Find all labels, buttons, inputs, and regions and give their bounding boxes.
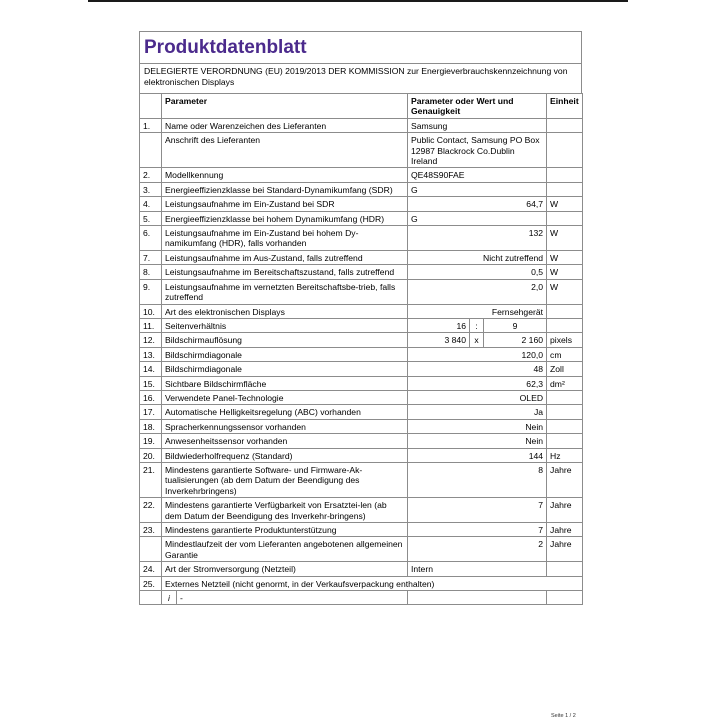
row-unit bbox=[547, 168, 583, 182]
row-unit: pixels bbox=[547, 333, 583, 347]
row-number: 2. bbox=[140, 168, 162, 182]
sub-item-index: i bbox=[162, 591, 177, 604]
row-unit: W bbox=[547, 250, 583, 264]
sub-item-value: - bbox=[180, 593, 183, 604]
table-row bbox=[140, 168, 583, 182]
row-value: 7 bbox=[408, 523, 547, 537]
row-value: Nein bbox=[408, 434, 547, 448]
row-value: QE48S90FAE bbox=[408, 168, 547, 182]
row-unit: Zoll bbox=[547, 362, 583, 376]
row-value: Fernsehgerät bbox=[408, 304, 547, 318]
row-unit: Jahre bbox=[547, 498, 583, 523]
row-unit bbox=[547, 118, 583, 132]
ratio-separator: : bbox=[470, 318, 484, 332]
row-label: Bildschirmauflösung bbox=[162, 333, 408, 347]
row-value: 144 bbox=[408, 448, 547, 462]
row-label: Automatische Helligkeitsregelung (ABC) vorhanden bbox=[162, 405, 408, 419]
row-unit: Hz bbox=[547, 448, 583, 462]
row-unit bbox=[547, 318, 583, 332]
row-value: G bbox=[408, 182, 547, 196]
row-number: 4. bbox=[140, 197, 162, 211]
row-label: Verwendete Panel-Technologie bbox=[162, 390, 408, 404]
header-value: Parameter oder Wert und Genauigkeit bbox=[408, 94, 547, 119]
table-row bbox=[140, 118, 583, 132]
row-label: Leistungsaufnahme im Ein-Zustand bei SDR bbox=[162, 197, 408, 211]
row-label: Sichtbare Bildschirmfläche bbox=[162, 376, 408, 390]
table-row bbox=[140, 211, 583, 225]
row-unit bbox=[547, 419, 583, 433]
row-unit bbox=[547, 133, 583, 168]
table-row bbox=[140, 405, 583, 419]
row-number: 7. bbox=[140, 250, 162, 264]
row-label: Bildwiederholfrequenz (Standard) bbox=[162, 448, 408, 462]
resolution-separator: x bbox=[470, 333, 484, 347]
table-row bbox=[140, 362, 583, 376]
row-number: 8. bbox=[140, 265, 162, 279]
row-label: Leistungsaufnahme im vernetzten Bereitschaftsbe-trieb, falls zutreffend bbox=[162, 279, 408, 304]
resolution-height: 2 160 bbox=[484, 333, 547, 347]
page-title: Produktdatenblatt bbox=[144, 37, 307, 58]
row-label: Anschrift des Lieferanten bbox=[162, 133, 408, 168]
row-number: 12. bbox=[140, 333, 162, 347]
row-number: 25. bbox=[140, 576, 162, 590]
table-row bbox=[140, 419, 583, 433]
row-label: Name oder Warenzeichen des Lieferanten bbox=[162, 118, 408, 132]
table-row bbox=[140, 591, 583, 605]
page-number: Seite 1 / 2 bbox=[551, 713, 576, 719]
resolution-width: 3 840 bbox=[408, 333, 470, 347]
row-unit: Jahre bbox=[547, 462, 583, 497]
row-value: G bbox=[408, 211, 547, 225]
header-num bbox=[140, 94, 162, 119]
row-unit: cm bbox=[547, 347, 583, 361]
row-number: 16. bbox=[140, 390, 162, 404]
table-row bbox=[140, 182, 583, 196]
row-label: Anwesenheitssensor vorhanden bbox=[162, 434, 408, 448]
table-row bbox=[140, 333, 583, 347]
ratio-width: 16 bbox=[408, 318, 470, 332]
row-value: Public Contact, Samsung PO Box 12987 Blackrock Co.Dublin Ireland bbox=[408, 133, 547, 168]
row-label: Seitenverhältnis bbox=[162, 318, 408, 332]
table-row bbox=[140, 347, 583, 361]
table-row bbox=[140, 376, 583, 390]
row-unit: Jahre bbox=[547, 537, 583, 562]
row-unit: W bbox=[547, 265, 583, 279]
row-number: 13. bbox=[140, 347, 162, 361]
row-label: Energieeffizienzklasse bei hohem Dynamikumfang (HDR) bbox=[162, 211, 408, 225]
row-number: 10. bbox=[140, 304, 162, 318]
table-row bbox=[140, 304, 583, 318]
row-number: 15. bbox=[140, 376, 162, 390]
row-unit: W bbox=[547, 226, 583, 251]
table-row bbox=[140, 434, 583, 448]
row-value: 2,0 bbox=[408, 279, 547, 304]
row-label: Spracherkennungssensor vorhanden bbox=[162, 419, 408, 433]
row-label: Leistungsaufnahme im Bereitschaftszustand, falls zutreffend bbox=[162, 265, 408, 279]
row-unit bbox=[547, 591, 583, 605]
row-value bbox=[408, 591, 547, 605]
row-number bbox=[140, 537, 162, 562]
row-number: 24. bbox=[140, 562, 162, 576]
product-data-sheet bbox=[139, 31, 582, 605]
row-number: 22. bbox=[140, 498, 162, 523]
row-number: 14. bbox=[140, 362, 162, 376]
row-unit bbox=[547, 434, 583, 448]
row-label: Leistungsaufnahme im Ein-Zustand bei hohem Dy-namikumfang (HDR), falls vorhanden bbox=[162, 226, 408, 251]
row-label: Mindestens garantierte Produktunterstützung bbox=[162, 523, 408, 537]
row-unit bbox=[547, 182, 583, 196]
table-row bbox=[140, 523, 583, 537]
header-unit: Einheit bbox=[547, 94, 583, 119]
row-label: Energieeffizienzklasse bei Standard-Dynamikumfang (SDR) bbox=[162, 182, 408, 196]
row-number: 18. bbox=[140, 419, 162, 433]
row-number bbox=[140, 591, 162, 605]
row-number: 21. bbox=[140, 462, 162, 497]
sub-row bbox=[162, 591, 408, 605]
row-number: 23. bbox=[140, 523, 162, 537]
row-unit: W bbox=[547, 197, 583, 211]
row-number: 19. bbox=[140, 434, 162, 448]
row-number: 11. bbox=[140, 318, 162, 332]
row-unit: W bbox=[547, 279, 583, 304]
row-unit bbox=[547, 562, 583, 576]
row-unit: Jahre bbox=[547, 523, 583, 537]
table-row bbox=[140, 133, 583, 168]
table-row bbox=[140, 250, 583, 264]
row-value: 132 bbox=[408, 226, 547, 251]
row-number: 1. bbox=[140, 118, 162, 132]
row-value: 7 bbox=[408, 498, 547, 523]
table-row bbox=[140, 318, 583, 332]
row-value: Samsung bbox=[408, 118, 547, 132]
row-value: OLED bbox=[408, 390, 547, 404]
row-number: 9. bbox=[140, 279, 162, 304]
row-unit bbox=[547, 405, 583, 419]
row-label: Modellkennung bbox=[162, 168, 408, 182]
top-border-line bbox=[88, 0, 628, 2]
table-row bbox=[140, 498, 583, 523]
table-row bbox=[140, 537, 583, 562]
table-row bbox=[140, 462, 583, 497]
row-label: Externes Netzteil (nicht genormt, in der Verkaufsverpackung enthalten) bbox=[162, 576, 583, 590]
row-unit: dm² bbox=[547, 376, 583, 390]
row-number: 5. bbox=[140, 211, 162, 225]
row-label: Bildschirmdiagonale bbox=[162, 347, 408, 361]
row-value: Nicht zutreffend bbox=[408, 250, 547, 264]
row-label: Mindestens garantierte Verfügbarkeit von Ersatztei-len (ab dem Datum der Beendigung des Inverkehr-bringens) bbox=[162, 498, 408, 523]
row-label: Leistungsaufnahme im Aus-Zustand, falls zutreffend bbox=[162, 250, 408, 264]
row-number: 3. bbox=[140, 182, 162, 196]
ratio-height: 9 bbox=[484, 318, 547, 332]
row-label: Art des elektronischen Displays bbox=[162, 304, 408, 318]
table-row bbox=[140, 576, 583, 590]
row-value: 8 bbox=[408, 462, 547, 497]
row-label: Bildschirmdiagonale bbox=[162, 362, 408, 376]
row-label: Art der Stromversorgung (Netzteil) bbox=[162, 562, 408, 576]
row-unit bbox=[547, 211, 583, 225]
row-value: 2 bbox=[408, 537, 547, 562]
header-parameter: Parameter bbox=[162, 94, 408, 119]
sheet-header bbox=[139, 31, 582, 93]
row-value: Ja bbox=[408, 405, 547, 419]
row-number: 6. bbox=[140, 226, 162, 251]
row-unit bbox=[547, 304, 583, 318]
row-number: 17. bbox=[140, 405, 162, 419]
row-label: Mindestens garantierte Software- und Firmware-Ak-tualisierungen (ab dem Datum der Beendigung des Inverkehrbringens) bbox=[162, 462, 408, 497]
row-value: 62,3 bbox=[408, 376, 547, 390]
table-row bbox=[140, 562, 583, 576]
table-header-row bbox=[140, 94, 583, 119]
table-row bbox=[140, 226, 583, 251]
table-row bbox=[140, 448, 583, 462]
row-value: Intern bbox=[408, 562, 547, 576]
row-value: Nein bbox=[408, 419, 547, 433]
table-row bbox=[140, 390, 583, 404]
row-value: 64,7 bbox=[408, 197, 547, 211]
table-row bbox=[140, 265, 583, 279]
row-unit bbox=[547, 390, 583, 404]
regulation-intro: DELEGIERTE VERORDNUNG (EU) 2019/2013 DER KOMMISSION zur Energieverbrauchskennzeichnung von elektronischen Displays bbox=[140, 63, 581, 91]
row-value: 120,0 bbox=[408, 347, 547, 361]
row-value: 0,5 bbox=[408, 265, 547, 279]
row-label: Mindestlaufzeit der vom Lieferanten angebotenen allgemeinen Garantie bbox=[162, 537, 408, 562]
row-value: 48 bbox=[408, 362, 547, 376]
table-row bbox=[140, 197, 583, 211]
row-number: 20. bbox=[140, 448, 162, 462]
table-row bbox=[140, 279, 583, 304]
row-number bbox=[140, 133, 162, 168]
product-data-table bbox=[139, 93, 583, 605]
